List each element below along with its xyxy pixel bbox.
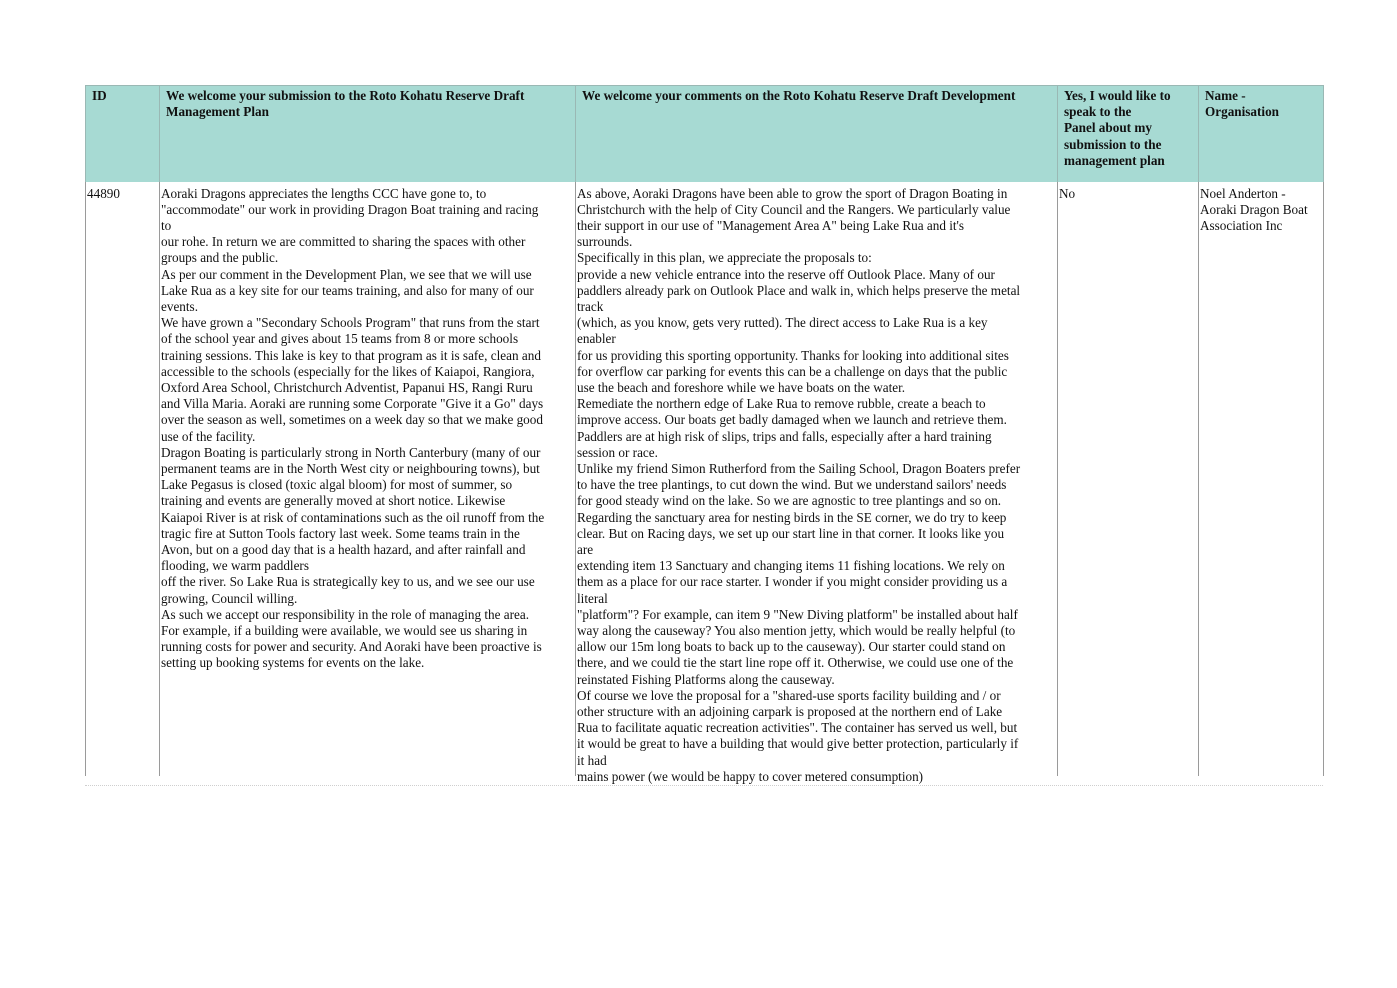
management-comment-line: to xyxy=(161,217,172,233)
development-comment-line: them as a place for our race starter. I wonder if you might consider providing us a xyxy=(577,574,1008,590)
development-comment-line: to have the tree plantings, to cut down the wind. But we understand sailors' needs xyxy=(577,477,1007,493)
header-development-plan: We welcome your comments on the Roto Kohatu Reserve Draft Development xyxy=(576,86,1058,182)
development-comment-line: (which, as you know, gets very rutted). The direct access to Lake Rua is a key xyxy=(577,315,988,331)
management-comment-line: Dragon Boating is particularly strong in North Canterbury (many of our xyxy=(161,444,541,460)
development-plan-comment xyxy=(576,185,1058,784)
management-comment-line: events. xyxy=(161,298,198,314)
management-comment-line: Oxford Area School, Christchurch Adventist, Papanui HS, Rangi Ruru xyxy=(161,379,533,395)
speak-to-panel-value: No xyxy=(1058,186,1199,776)
development-comment-line: allow our 15m long boats to back up to the causeway). Our starter could stand on xyxy=(577,639,1006,655)
development-comment-line: for good steady wind on the lake. So we are agnostic to tree plantings and so on. xyxy=(577,493,1002,509)
table-row xyxy=(86,186,1324,776)
development-comment-line: their support in our use of "Management Area A" being Lake Rua and it's xyxy=(577,217,965,233)
development-comment-line: Christchurch with the help of City Council and the Rangers. We particularly value xyxy=(577,201,1011,217)
management-comment-line: "accommodate" our work in providing Dragon Boat training and racing xyxy=(161,201,539,217)
development-comment-line: improve access. Our boats get badly damaged when we launch and retrieve them. xyxy=(577,412,1007,428)
page-bottom-rule xyxy=(85,785,1323,786)
management-comment-line: our rohe. In return we are committed to sharing the spaces with other xyxy=(161,234,526,250)
development-comment-line: Unlike my friend Simon Rutherford from the Sailing School, Dragon Boaters prefer xyxy=(577,460,1021,476)
development-comment-line: there, and we could tie the start line rope off it. Otherwise, we could use one of the xyxy=(577,655,1014,671)
management-comment-line: over the season as well, sometimes on a week day so that we make good xyxy=(161,412,543,428)
submitter-name xyxy=(1199,186,1324,776)
management-comment-line: As per our comment in the Development Plan, we see that we will use xyxy=(161,266,532,282)
development-comment-line: literal xyxy=(577,590,608,606)
management-comment-line: We have grown a "Secondary Schools Program" that runs from the start xyxy=(161,315,540,331)
management-comment-line: Avon, but on a good day that is a health hazard, and after rainfall and xyxy=(161,541,526,557)
management-comment-line: training and events are generally moved at short notice. Likewise xyxy=(161,493,506,509)
development-comment-line: Regarding the sanctuary area for nesting birds in the SE corner, we do try to keep xyxy=(577,509,1007,525)
development-comment-line: provide a new vehicle entrance into the reserve off Outlook Place. Many of our xyxy=(577,266,995,282)
management-comment-line: accessible to the schools (especially for the likes of Kaiapoi, Rangiora, xyxy=(161,363,535,379)
development-comment-line: clear. But on Racing days, we set up our start line in that corner. It looks like you xyxy=(577,525,1005,541)
management-comment-line: groups and the public. xyxy=(161,250,279,266)
management-comment-line: Lake Rua as a key site for our teams training, and also for many of our xyxy=(161,282,534,298)
development-comment-line: enabler xyxy=(577,331,616,347)
management-comment-line: and Villa Maria. Aoraki are running some Corporate "Give it a Go" days xyxy=(161,396,544,412)
management-comment-line: Lake Pegasus is closed (toxic algal bloom) for most of summer, so xyxy=(161,477,513,493)
development-comment-line: Remediate the northern edge of Lake Rua to remove rubble, create a beach to xyxy=(577,396,986,412)
management-plan-comment xyxy=(160,186,576,776)
management-comment-line: permanent teams are in the North West city or neighbouring towns), but xyxy=(161,460,540,476)
management-comment-line: For example, if a building were available, we would see us sharing in xyxy=(161,622,528,638)
development-comment-line: Specifically in this plan, we appreciate the proposals to: xyxy=(577,250,872,266)
development-comment-line: As above, Aoraki Dragons have been able to grow the sport of Dragon Boating in xyxy=(577,185,1008,201)
submission-id: 44890 xyxy=(86,186,160,776)
development-comment-line: track xyxy=(577,298,604,314)
development-comment-line: paddlers already park on Outlook Place and walk in, which helps preserve the metal xyxy=(577,282,1021,298)
management-comment-line: As such we accept our responsibility in the role of managing the area. xyxy=(161,606,530,622)
development-comment-line: other structure with an adjoining carpark is proposed at the northern end of Lake xyxy=(577,704,1003,719)
development-comment-line: extending item 13 Sanctuary and changing items 11 fishing locations. We rely on xyxy=(577,558,1005,574)
development-comment-line: use the beach and foreshore while we have boats on the water. xyxy=(577,379,906,395)
management-comment-line: training sessions. This lake is key to that program as it is safe, clean and xyxy=(161,347,541,363)
development-comment-line: Of course we love the proposal for a "shared-use sports facility building and / or xyxy=(577,687,1001,703)
management-comment-line: off the river. So Lake Rua is strategically key to us, and we see our use xyxy=(161,574,535,590)
development-comment-line: "platform"? For example, can item 9 "New Diving platform" be installed about half xyxy=(577,606,1018,622)
management-comment-line: flooding, we warm paddlers xyxy=(161,558,309,574)
management-comment-line: running costs for power and security. And Aoraki have been proactive is xyxy=(161,639,542,655)
development-comment-line: it had xyxy=(577,752,607,768)
development-comment-line: session or race. xyxy=(577,444,658,460)
development-comment-line: Paddlers are at high risk of slips, trips and falls, especially after a hard training xyxy=(577,428,992,444)
header-speak-to-panel: Yes, I would like to speak to the Panel about my submission to the management plan xyxy=(1058,86,1199,182)
development-comment-line: it would be great to have a building that would give better protection, particularly if xyxy=(577,736,1019,752)
submitter-name-line: Aoraki Dragon Boat xyxy=(1200,201,1308,217)
management-comment-line: use of the facility. xyxy=(161,428,256,444)
development-comment-line: Rua to facilitate aquatic recreation activities". The container has served us well, but xyxy=(577,720,1018,736)
management-comment-line: Aoraki Dragons appreciates the lengths CCC have gone to, to xyxy=(161,185,487,201)
header-name-organisation: Name - Organisation xyxy=(1199,86,1324,182)
management-comment-line: tragic fire at Sutton Tools factory last week. Some teams train in the xyxy=(161,525,520,541)
development-comment-line: reinstated Fishing Platforms along the causeway. xyxy=(577,671,835,687)
development-comment-line: for overflow car parking for events this can be a challenge on days that the public xyxy=(577,363,1008,379)
development-comment-line: way along the causeway? You also mention jetty, which would be really helpful (to xyxy=(577,622,1016,638)
header-id: ID xyxy=(86,86,160,182)
development-comment-line: are xyxy=(577,541,594,557)
management-comment-line: Kaiapoi River is at risk of contaminations such as the oil runoff from the xyxy=(161,509,545,525)
development-comment-line: mains power (we would be happy to cover metered consumption) xyxy=(577,768,924,784)
submission-table xyxy=(85,85,1324,784)
management-comment-line: growing, Council willing. xyxy=(161,590,298,606)
management-comment-line: setting up booking systems for events on the lake. xyxy=(161,655,425,671)
management-comment-line: of the school year and gives about 15 teams from 8 or more schools xyxy=(161,331,519,347)
header-row xyxy=(86,86,1324,182)
development-comment-line: for us providing this sporting opportunity. Thanks for looking into additional sites xyxy=(577,347,1009,363)
submitter-name-line: Association Inc xyxy=(1200,217,1283,233)
header-management-plan: We welcome your submission to the Roto Kohatu Reserve Draft Management Plan xyxy=(160,86,576,182)
development-comment-line: surrounds. xyxy=(577,234,633,250)
submitter-name-line: Noel Anderton - xyxy=(1200,185,1286,201)
